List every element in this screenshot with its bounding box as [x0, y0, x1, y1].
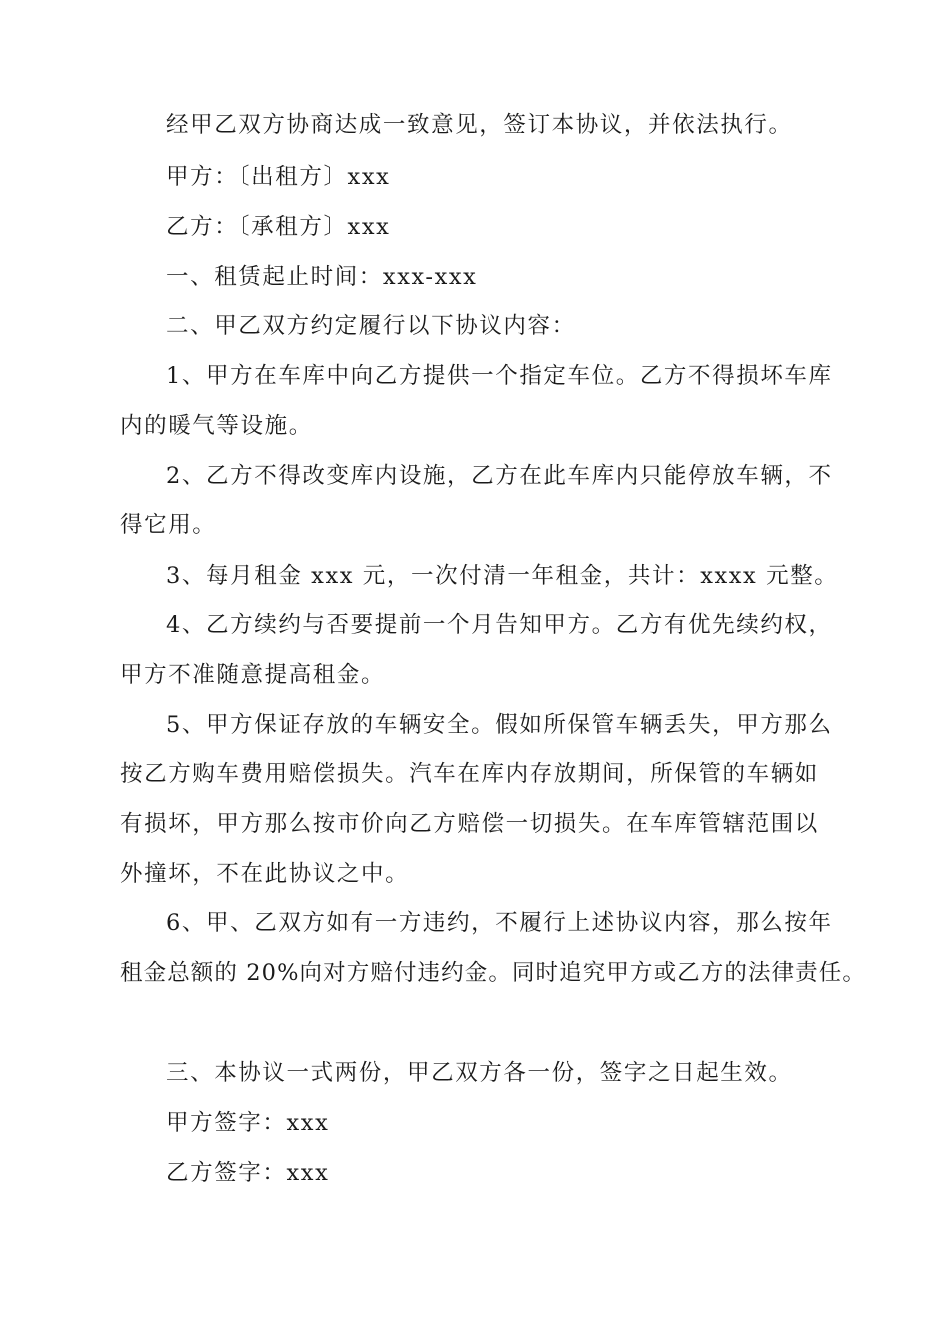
intro-paragraph: 经甲乙双方协商达成一致意见，签订本协议，并依法执行。 [166, 112, 793, 138]
agreement-heading: 二、甲乙双方约定履行以下协议内容： [166, 313, 576, 339]
party-b-line: 乙方：〔承租方〕xxx [166, 214, 391, 240]
clause-5-line-1: 5、甲方保证存放的车辆安全。假如所保管车辆丢失，甲方那么 [166, 712, 833, 738]
party-a-line: 甲方：〔出租方〕xxx [166, 164, 391, 190]
clause-2-line-1: 2、乙方不得改变库内设施，乙方在此车库内只能停放车辆，不 [166, 463, 833, 489]
signature-a-line: 甲方签字：xxx [166, 1110, 330, 1136]
clause-5-line-3: 有损坏，甲方那么按市价向乙方赔偿一切损失。在车库管辖范围以 [120, 811, 819, 837]
signature-b-line: 乙方签字：xxx [166, 1160, 330, 1186]
clause-4-line-2: 甲方不准随意提高租金。 [120, 662, 386, 688]
clause-4-line-1: 4、乙方续约与否要提前一个月告知甲方。乙方有优先续约权， [166, 612, 833, 638]
clause-3-line-1: 3、每月租金 xxx 元，一次付清一年租金，共计：xxxx 元整。 [166, 563, 839, 589]
clause-1-line-2: 内的暖气等设施。 [120, 413, 313, 439]
clause-2-line-2: 得它用。 [120, 512, 217, 538]
clause-5-line-2: 按乙方购车费用赔偿损失。汽车在库内存放期间，所保管的车辆如 [120, 761, 819, 787]
clause-1-line-1: 1、甲方在车库中向乙方提供一个指定车位。乙方不得损坏车库 [166, 363, 833, 389]
clause-6-line-2: 租金总额的 20%向对方赔付违约金。同时追究甲方或乙方的法律责任。 [120, 960, 866, 986]
clause-6-line-1: 6、甲、乙双方如有一方违约，不履行上述协议内容，那么按年 [166, 910, 833, 936]
clause-5-line-4: 外撞坏，不在此协议之中。 [120, 861, 410, 887]
copies-line: 三、本协议一式两份，甲乙双方各一份，签字之日起生效。 [166, 1060, 793, 1086]
term-line: 一、租赁起止时间：xxx-xxx [166, 264, 478, 290]
